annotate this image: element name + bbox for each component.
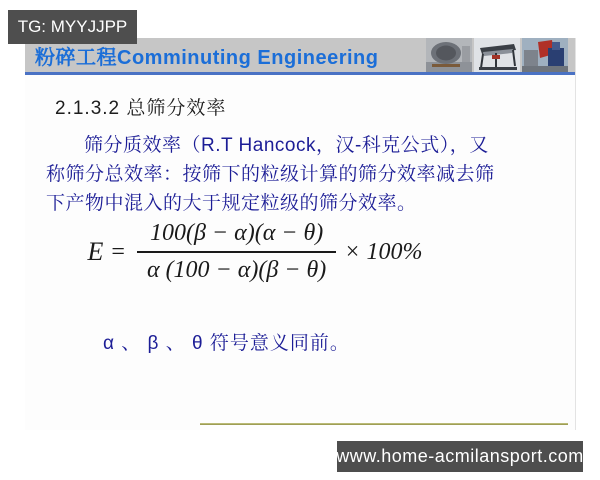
- section-heading: 2.1.3.2 总筛分效率: [55, 98, 227, 119]
- course-title: 粉碎工程Comminuting Engineering: [35, 46, 379, 69]
- definition-paragraph: [46, 131, 561, 218]
- symbols-note: α 、 β 、 θ 符号意义同前。: [103, 333, 350, 354]
- vibrating-screen-photo-icon: [474, 38, 520, 72]
- formula-multiplier: × 100%: [344, 238, 423, 265]
- website-watermark: www.home-acmilansport.com: [337, 441, 583, 472]
- crusher-photo-icon: [522, 38, 568, 72]
- formula-fraction: [137, 220, 336, 284]
- paragraph-line: 称筛分总效率：按筛下的粒级计算的筛分效率减去筛: [46, 164, 495, 185]
- formula-equals-sign: =: [111, 238, 125, 265]
- telegram-watermark: TG: MYYJJPP: [8, 10, 137, 44]
- formula-numerator: 100(β − α)(α − θ): [137, 220, 336, 253]
- ball-mill-photo-icon: [426, 38, 472, 72]
- paragraph-line: 下产物中混入的大于规定粒级的筛分效率。: [46, 193, 417, 214]
- formula-denominator: α (100 − α)(β − θ): [146, 257, 327, 283]
- footer-divider-line: [200, 423, 568, 425]
- paragraph-line: 筛分质效率（R.T Hancock，汉-科克公式），又: [84, 135, 489, 156]
- hancock-efficiency-formula: [25, 220, 485, 284]
- formula-lhs: E: [87, 237, 104, 266]
- header-photo-strip: [426, 38, 568, 72]
- presentation-slide: [25, 38, 576, 430]
